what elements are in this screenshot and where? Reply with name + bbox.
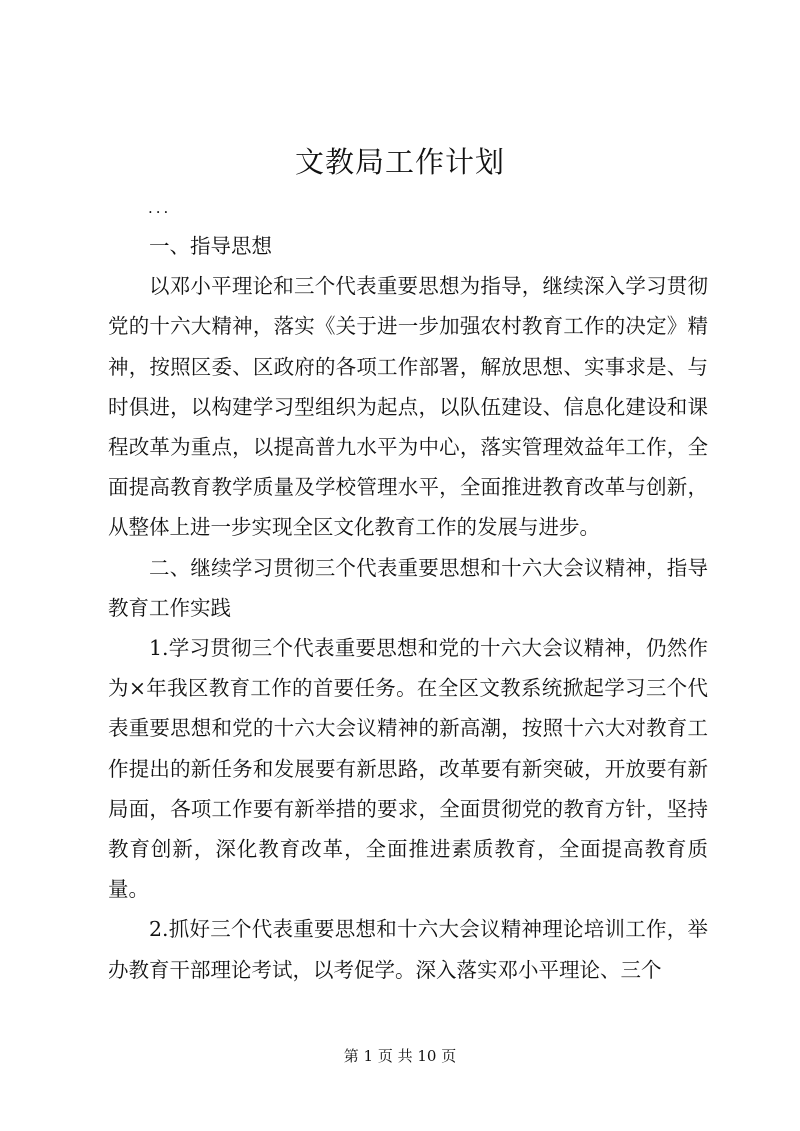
section-heading: 二、继续学习贯彻三个代表重要思想和十六大会议精神，指导教育工作实践 bbox=[108, 555, 708, 620]
ellipsis-marker: ... bbox=[148, 199, 172, 217]
body-paragraph: 1.学习贯彻三个代表重要思想和党的十六大会议精神，仍然作为×年我区教育工作的首要任务。在全区文教系统掀起学习三个代表重要思想和党的十六大会议精神的新高潮，按照十六大对教育工作提出的新任务和发展要有新思路，改革要有新突破，开放要有新局面，各项工作要有新举措的要求，全面贯彻党的教育方针，坚持教育创新，深化教育改革，全面推进素质教育，全面提高教育质量。 bbox=[108, 636, 708, 902]
body-paragraph: 2.抓好三个代表重要思想和十六大会议精神理论培训工作，举办教育干部理论考试，以考促学。深入落实邓小平理论、三个 bbox=[108, 917, 708, 982]
body-paragraph: 以邓小平理论和三个代表重要思想为指导，继续深入学习贯彻党的十六大精神，落实《关于进一步加强农村教育工作的决定》精神，按照区委、区政府的各项工作部署，解放思想、实事求是、与时俱进，以构建学习型组织为起点，以队伍建设、信息化建设和课程改革为重点，以提高普九水平为中心，落实管理效益年工作，全面提高教育教学质量及学校管理水平，全面推进教育改革与创新，从整体上进一步实现全区文化教育工作的发展与进步。 bbox=[108, 274, 708, 540]
document-body bbox=[108, 226, 708, 990]
document-title: 文教局工作计划 bbox=[294, 145, 505, 179]
page-footer: 第 1 页 共 10 页 bbox=[343, 1047, 457, 1065]
section-heading: 一、指导思想 bbox=[149, 234, 272, 258]
